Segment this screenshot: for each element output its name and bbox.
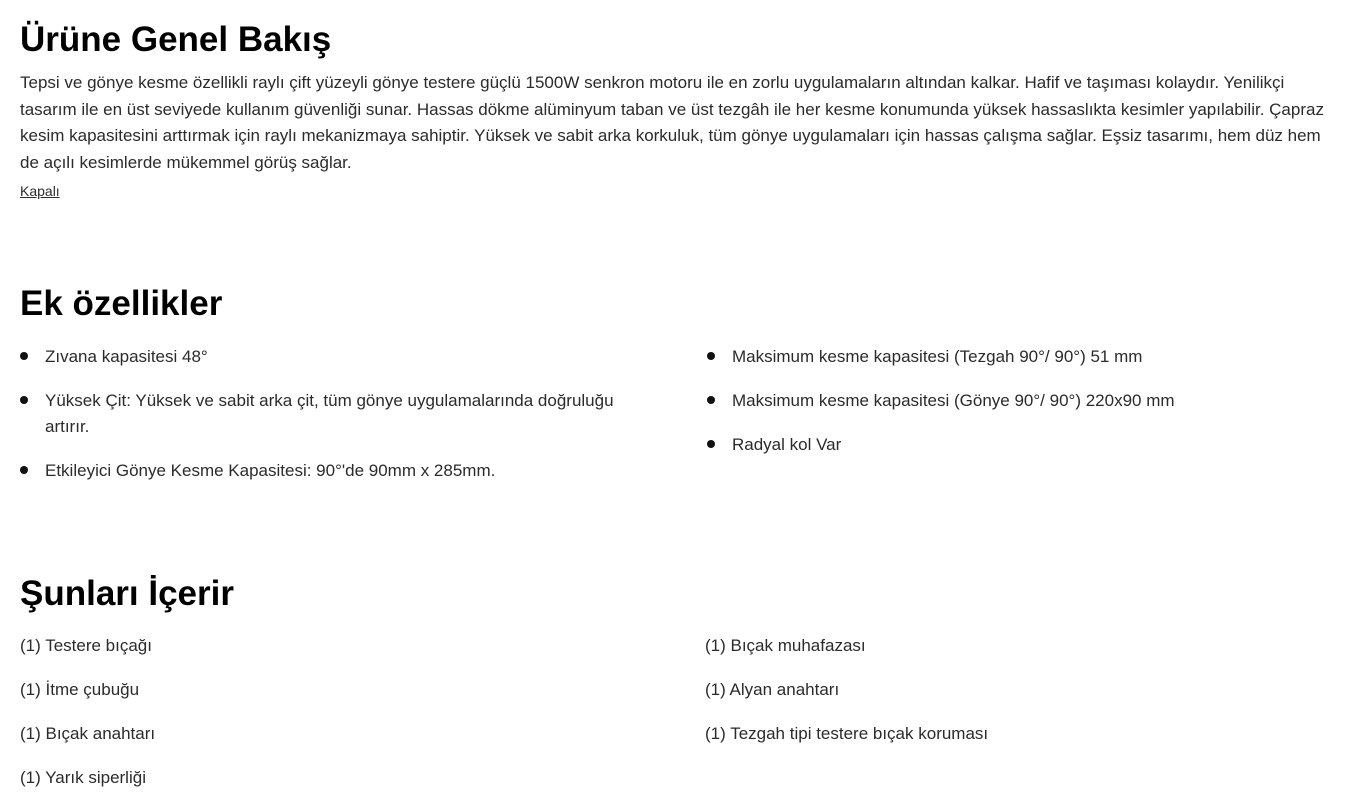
feature-text: Radyal kol Var [732, 435, 842, 454]
features-list-right [707, 344, 1327, 476]
included-item: (1) Yarık siperliği [20, 768, 146, 787]
bullet-icon [20, 352, 28, 360]
feature-item [707, 344, 1327, 370]
overview-description: Tepsi ve gönye kesme özellikli raylı çift yüzeyli gönye testere güçlü 1500W senkron motoru ile en zorlu uygulamaların altından kalkar. Hafif ve taşıması kolaydır. Yenilikçi tasarım ile en üst seviyede kullanım güvenliği sunar. Hassas dökme alüminyum taban ve üst tezgâh ile her kesme konumunda yüksek hassaslıkta kesimler yapılabilir. Çapraz kesim kapasitesini arttırmak için raylı mekanizmaya sahiptir. Yüksek ve sabit arka korkuluk, tüm gönye uygulamaları için hassas çalışma sağlar. Eşsiz tasarımı, hem düz hem de açılı kesimlerde mükemmel görüş sağlar. [20, 73, 1324, 172]
feature-text: Etkileyici Gönye Kesme Kapasitesi: 90°'de 90mm x 285mm. [45, 461, 496, 480]
collapse-toggle-link[interactable]: Kapalı [20, 183, 60, 199]
feature-item [20, 458, 660, 484]
included-item: (1) Bıçak anahtarı [20, 724, 156, 743]
feature-item [20, 388, 660, 440]
feature-item [707, 432, 1327, 458]
included-item: (1) Alyan anahtarı [705, 680, 840, 699]
includes-heading: Şunları İçerir [20, 574, 234, 613]
features-heading: Ek özellikler [20, 284, 223, 323]
features-list-left [20, 344, 660, 502]
feature-text: Zıvana kapasitesi 48° [45, 347, 208, 366]
bullet-icon [707, 396, 715, 404]
feature-item [20, 344, 660, 370]
feature-text: Yüksek Çit: Yüksek ve sabit arka çit, tüm gönye uygulamalarında doğruluğu artırır. [45, 391, 614, 436]
included-item: (1) Tezgah tipi testere bıçak koruması [705, 724, 989, 743]
bullet-icon [20, 466, 28, 474]
includes-list-left [20, 633, 660, 809]
bullet-icon [20, 396, 28, 404]
included-item: (1) İtme çubuğu [20, 680, 140, 699]
feature-text: Maksimum kesme kapasitesi (Gönye 90°/ 90°) 220x90 mm [732, 391, 1175, 410]
included-item: (1) Testere bıçağı [20, 636, 152, 655]
bullet-icon [707, 440, 715, 448]
overview-heading: Ürüne Genel Bakış [20, 20, 332, 59]
feature-item [707, 388, 1327, 414]
feature-text: Maksimum kesme kapasitesi (Tezgah 90°/ 90°) 51 mm [732, 347, 1143, 366]
bullet-icon [707, 352, 715, 360]
includes-list-right [705, 633, 1325, 765]
included-item: (1) Bıçak muhafazası [705, 636, 866, 655]
